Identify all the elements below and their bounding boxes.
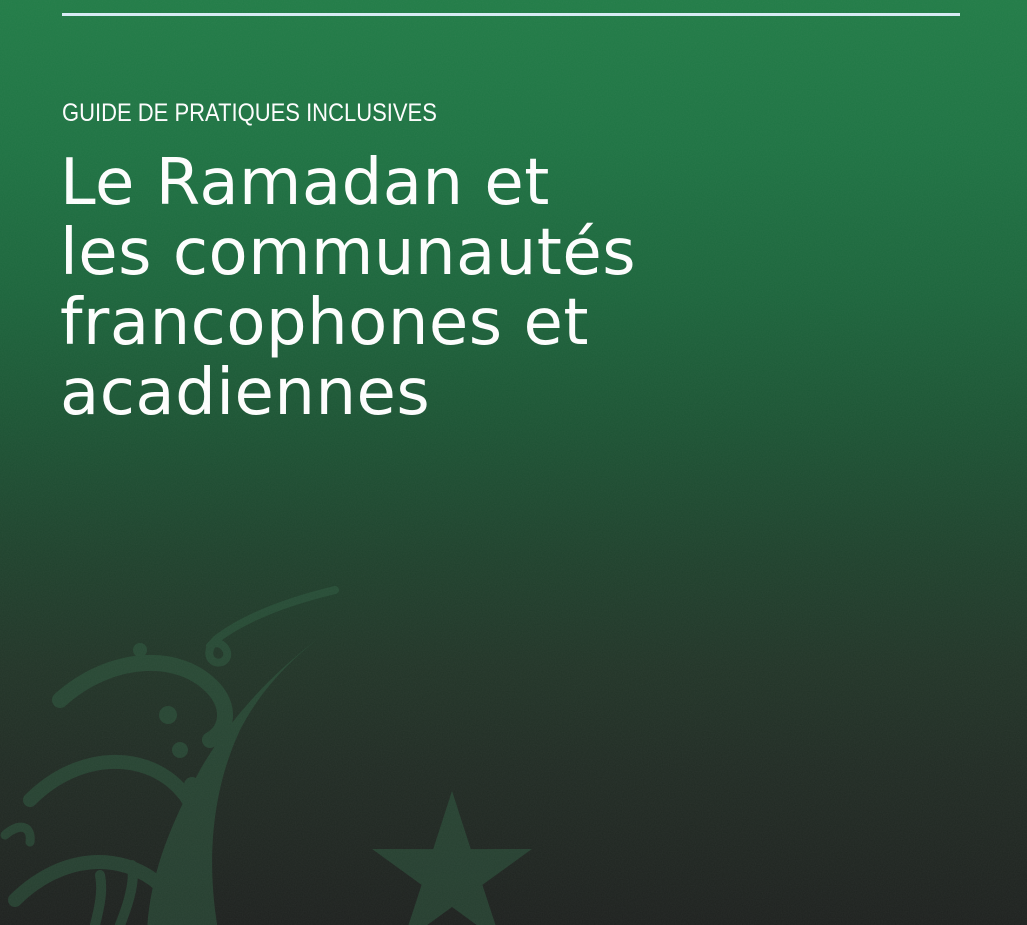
title-line: francophones et: [60, 286, 589, 360]
kicker: GUIDE DE PRATIQUES INCLUSIVES: [62, 99, 437, 127]
title-line: acadiennes: [60, 356, 431, 430]
title-line: Le Ramadan et: [60, 146, 550, 220]
crescent-moon-calligraphy-icon: [5, 590, 380, 925]
star-icon: [372, 791, 532, 925]
top-rule: [62, 13, 960, 16]
title-line: les communautés: [60, 216, 637, 290]
crescent-and-star-ornament: [0, 580, 560, 925]
page-title: [60, 148, 636, 428]
